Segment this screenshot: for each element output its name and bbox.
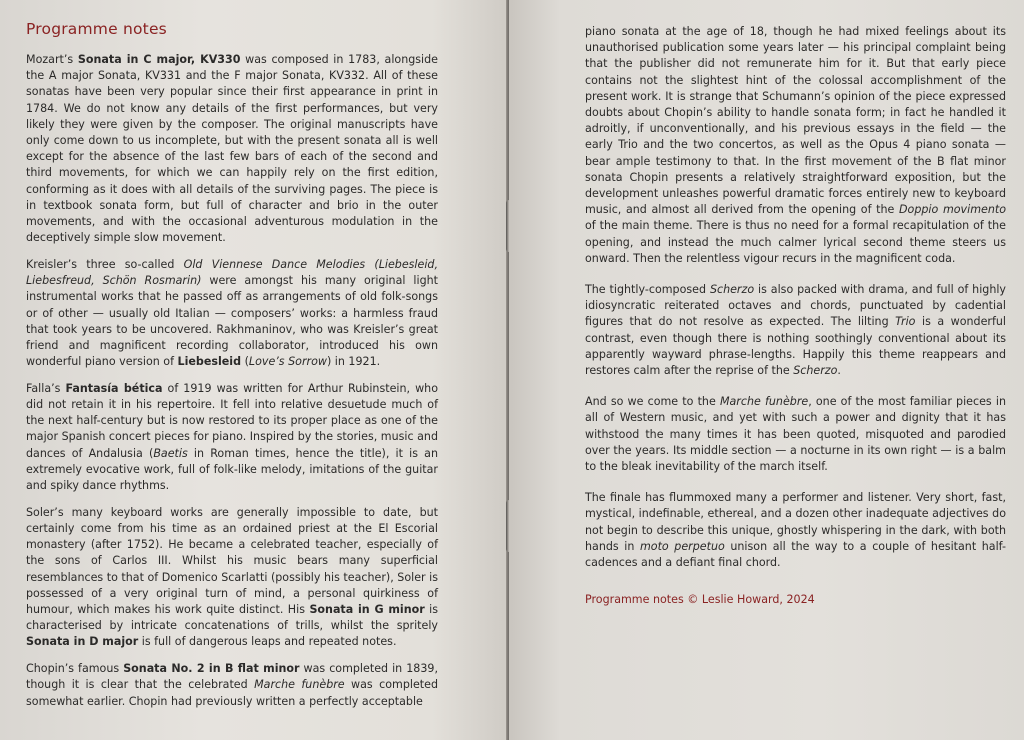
paragraph-marche-funebre: [585, 394, 1006, 475]
text-run: Soler’s many keyboard works are generally impossible to date, but certainly come from his time as an ordained priest at the El Escorial monastery (after 1752). He became a celebrated teacher, especially of the sons of Carlos III. Whilst his music bears many superficial resemblances to that of Domenico Scarlatti (possibly his teacher), Soler is possessed of a very original turn of mind, a personal quirkiness of humour, which makes his work quite distinct. His: [26, 505, 438, 616]
text-run: was composed in 1783, alongside the A major Sonata, KV331 and the F major Sonata, KV332. All of these sonatas have been very popular since their first appearance in print in 1784. We do not know any details of the first performances, but very likely they were given by the composer. The original manuscripts have only come down to us incomplete, but with the present sonata all is well except for the absence of the last few bars of each of the second and third movements, for which we can happily rely on the first edition, conforming as it does with all details of the surviving pages. The piece is in textbook sonata form, but full of character and brio in the outer movements, and with the occasional adventurous modulation in the deceptively simple slow movement.: [26, 53, 438, 245]
work-title: Sonata in D major: [26, 635, 139, 649]
italic-term: Baetis: [153, 446, 188, 460]
paragraph-kreisler: [26, 257, 438, 370]
copyright-credit: Programme notes © Leslie Howard, 2024: [585, 593, 815, 607]
italic-term: moto perpetuo: [639, 539, 725, 553]
text-run: .: [837, 364, 841, 378]
work-title: Fantasía bética: [65, 381, 163, 395]
text-run: was completed in 1839, though it is clear that the celebrated: [26, 662, 438, 692]
text-run: in Roman times, hence the title), it is an extremely evocative work, full of folk-like melody, imitations of the guitar and spiky dance rhythms.: [26, 446, 438, 493]
work-title: Love’s Sorrow: [248, 355, 327, 369]
text-run: Mozart’s: [26, 53, 78, 66]
page-title: Programme notes: [26, 20, 167, 38]
text-run: was completed somewhat earlier. Chopin had previously written a perfectly acceptable: [26, 678, 438, 708]
text-run: is a wonderful contrast, even though there is nothing soothingly conventional about its apparently wayward phrase-lengths. Happily this theme reappears and restores calm after the reprise of the: [585, 315, 1007, 378]
text-run: piano sonata at the age of 18, though he had mixed feelings about its unauthorised publication some years later — his principal complaint being that the publisher did not remunerate him for it. But that early piece contains not the slightest hint of the colossal accomplishment of the present work. It is strange that Schumann’s opinion of the piece expressed doubts about Chopin’s ability to handle sonata form; in fact he handled it adroitly, if unconventionally, and his previous essays in the field — the early Trio and the two concertos, as well as the Opus 4 piano sonata — bear ample testimony to that. In the first movement of the B flat minor sonata Chopin presents a relatively straightforward exposition, but the development unleashes powerful dramatic forces entirely new to keyboard music, and almost all derived from the opening of the: [585, 25, 1006, 217]
text-run: And so we come to the: [585, 395, 720, 409]
text-run: The tightly-composed: [585, 283, 710, 297]
italic-term: Scherzo: [793, 364, 838, 378]
work-title: Sonata No. 2 in B flat minor: [123, 662, 300, 676]
paragraph-chopin-intro: [26, 661, 438, 710]
work-title: Marche funèbre: [254, 678, 345, 692]
italic-term: Scherzo: [709, 283, 755, 297]
paragraph-finale: [585, 490, 1006, 571]
work-title: Sonata in G minor: [309, 603, 425, 616]
text-run: is characterised by intricate concatenations of trills, whilst the spritely: [26, 603, 439, 633]
work-title: Sonata in C major, KV330: [77, 53, 241, 66]
text-run: Falla’s: [26, 381, 66, 395]
left-page: [0, 0, 508, 740]
work-title: Liebesleid: [177, 355, 242, 369]
italic-term: Trio: [895, 315, 916, 329]
text-run: is full of dangerous leaps and repeated notes.: [138, 635, 397, 649]
text-run: of 1919 was written for Arthur Rubinstein, who did not retain it in his repertoire. It fell into relative desuetude much of the next half-century but is now restored to its proper place as one of the major Spanish concert pieces for piano. Inspired by the stories, music and dances of Andalusia (: [26, 381, 438, 460]
text-run: unison all the way to a couple of hesitant half-cadences and a defiant final chord.: [585, 539, 1006, 570]
text-run: is also packed with drama, and full of highly idiosyncratic reiterated octaves and chords, punctuated by cadential figures that do not resolve as expected. The lilting: [585, 283, 1006, 329]
text-run: Chopin’s famous: [26, 662, 124, 676]
text-run: The finale has flummoxed many a performer and listener. Very short, fast, mystical, indefinable, ethereal, and a dozen other inadequate adjectives do not begin to describe this unique, ghostly whispering in the dark, with both hands in: [585, 491, 1006, 553]
text-run: , one of the most familiar pieces in all of Western music, and yet with such a power and dignity that it has withstood the many times it has been quoted, misquoted and parodied over the years. Its middle section — a nocturne in its own right — is a balm to the bleak inevitability of the march itself.: [585, 395, 1006, 474]
paragraph-mozart: [26, 52, 438, 246]
paragraph-soler: [26, 505, 438, 651]
work-title: Old Viennese Dance Melodies (Liebesleid, Liebesfreud, Schön Rosmarin): [26, 257, 438, 288]
text-run: ) in 1921.: [326, 355, 381, 369]
italic-term: Marche funèbre: [719, 395, 809, 409]
text-run: were amongst his many original light instrumental works that he passed off as arrangements of old folk-songs or of other — usually old Italian — composers’ works: a harmless fraud that took years to be uncovered. Rakhmaninov, who was Kreisler’s great friend and magnificent recording collaborator, introduced his own wonderful piano version of: [26, 274, 438, 369]
paragraph-falla: [26, 381, 438, 494]
right-page: [509, 0, 1024, 740]
paragraph-scherzo: [585, 282, 1006, 379]
text-run: Kreisler’s three so-called: [26, 257, 184, 271]
paragraph-chopin-first-movement: [585, 24, 1006, 267]
text-run: (: [241, 355, 249, 369]
text-run: of the main theme. There is thus no need for a formal recapitulation of the opening, and instead the much calmer lyrical second theme steers us onward. Then the relentless vigour recurs in the magnificent coda.: [585, 219, 1006, 265]
italic-term: Doppio movimento: [899, 203, 1006, 217]
